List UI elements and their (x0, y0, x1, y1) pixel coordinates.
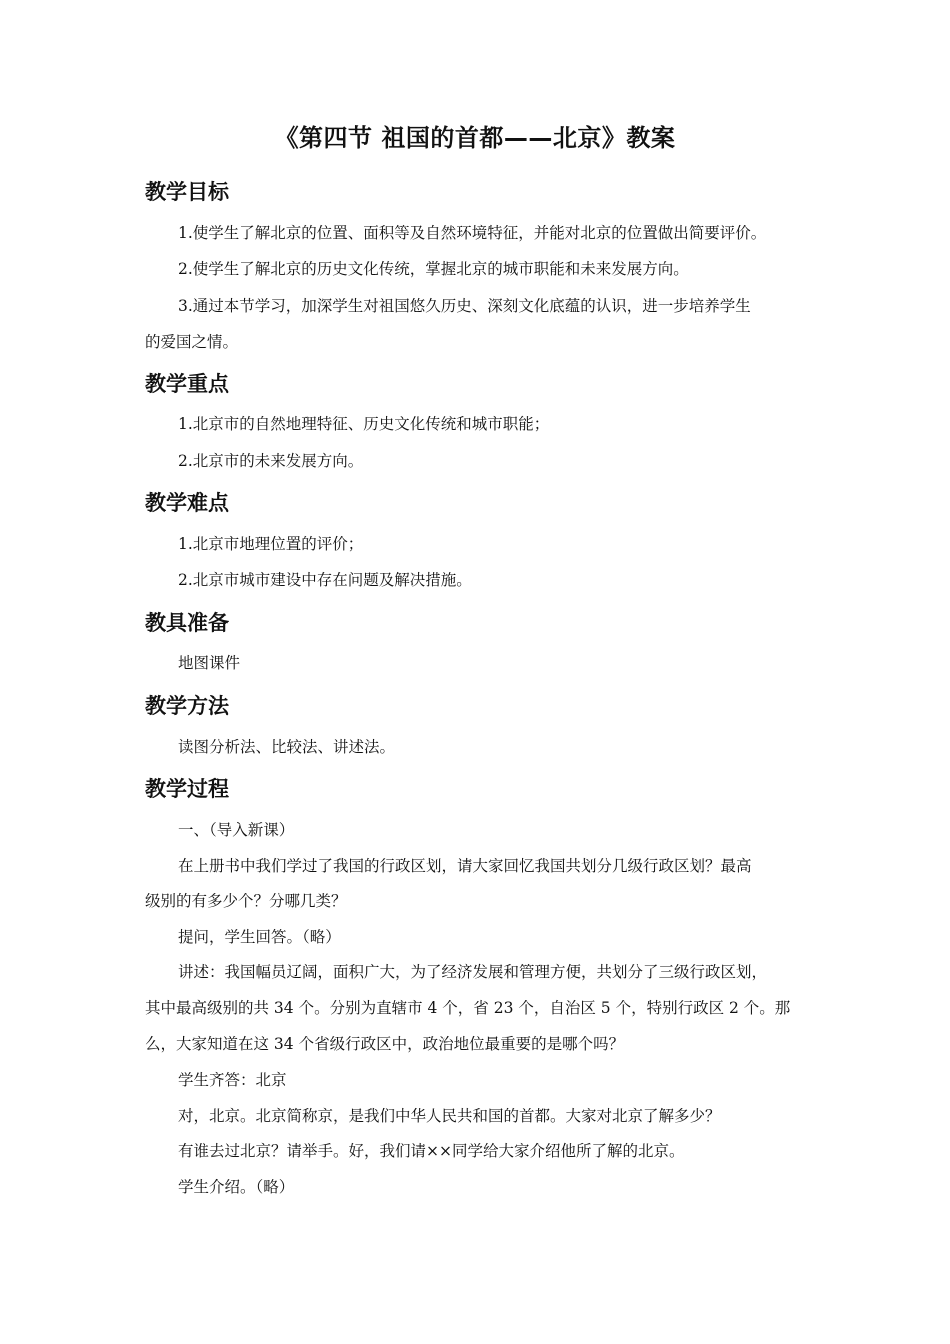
process-line: 学生齐答：北京 (178, 1071, 287, 1089)
heading-process: 教学过程 (145, 777, 229, 801)
difficulty-2: 2.北京市城市建设中存在问题及解决措施。 (178, 571, 472, 589)
heading-materials: 教具准备 (145, 611, 229, 635)
objective-3: 3.通过本节学习，加深学生对祖国悠久历史、深刻文化底蕴的认识，进一步培养学生 (178, 297, 751, 315)
key-point-2: 2.北京市的未来发展方向。 (178, 452, 364, 470)
objective-2: 2.使学生了解北京的历史文化传统，掌握北京的城市职能和未来发展方向。 (178, 260, 689, 278)
process-line: 其中最高级别的共 34 个。分别为直辖市 4 个，省 23 个，自治区 5 个，特别行政区 2 个。那 (145, 999, 791, 1017)
process-line: 么，大家知道在这 34 个省级行政区中，政治地位最重要的是哪个吗？ (145, 1035, 625, 1053)
process-line: 讲述：我国幅员辽阔，面积广大，为了经济发展和管理方便，共划分了三级行政区划， (178, 963, 768, 981)
process-line: 对，北京。北京简称京，是我们中华人民共和国的首都。大家对北京了解多少？ (178, 1107, 721, 1125)
methods-text: 读图分析法、比较法、讲述法。 (178, 738, 396, 756)
materials-text: 地图课件 (178, 654, 241, 672)
process-line: 学生介绍。（略） (178, 1178, 295, 1196)
process-line: 提问，学生回答。（略） (178, 928, 341, 946)
heading-objectives: 教学目标 (145, 180, 229, 204)
heading-difficulties: 教学难点 (145, 491, 229, 515)
difficulty-1: 1.北京市地理位置的评价； (178, 535, 364, 553)
objective-1: 1.使学生了解北京的位置、面积等及自然环境特征，并能对北京的位置做出简要评价。 (178, 224, 767, 242)
objective-3-cont: 的爱国之情。 (145, 333, 239, 351)
heading-key-points: 教学重点 (145, 372, 229, 396)
process-line: 级别的有多少个？分哪几类？ (145, 892, 347, 910)
heading-methods: 教学方法 (145, 694, 229, 718)
key-point-1: 1.北京市的自然地理特征、历史文化传统和城市职能； (178, 415, 550, 433)
process-line: 有谁去过北京？请举手。好，我们请××同学给大家介绍他所了解的北京。 (178, 1142, 685, 1160)
process-line: 一、（导入新课） (178, 821, 295, 839)
process-line: 在上册书中我们学过了我国的行政区划，请大家回忆我国共划分几级行政区划？最高 (178, 857, 752, 875)
document-title: 《第四节 祖国的首都——北京》教案 (274, 124, 676, 152)
